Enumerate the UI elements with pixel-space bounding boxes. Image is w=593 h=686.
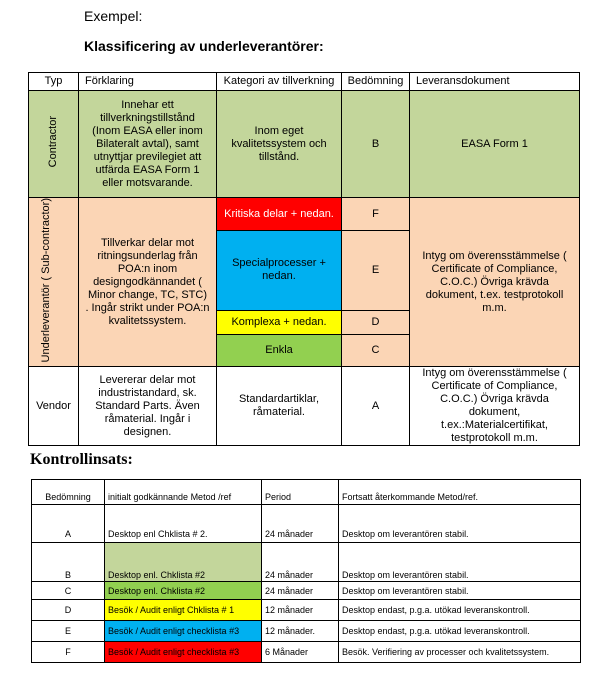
vendor-kategori: Standardartiklar, råmaterial.	[217, 367, 342, 446]
vendor-row	[29, 367, 580, 446]
row-a-bedomning: A	[32, 505, 105, 543]
row-d-metod: Besök / Audit enligt Chklista # 1	[105, 600, 262, 621]
header-bedomning: Bedömning	[342, 73, 410, 91]
kontroll-header-bedomning: Bedömning	[32, 480, 105, 505]
row-b-bedomning: B	[32, 543, 105, 582]
row-a-fortsatt: Desktop om leverantören stabil.	[339, 505, 581, 543]
vendor-forklaring: Levererar delar mot industristandard, sk. Standard Parts. Även råmaterial. Ingår i designen.	[79, 367, 217, 446]
classification-header-row	[29, 73, 580, 91]
kontrollinsats-title: Kontrollinsats:	[30, 451, 133, 468]
header-forklaring: Förklaring	[79, 73, 217, 91]
bedomning-e: E	[342, 231, 410, 310]
kontroll-row-e	[32, 621, 581, 642]
row-e-bedomning: E	[32, 621, 105, 642]
bedomning-c: C	[342, 335, 410, 367]
row-d-period: 12 månader	[262, 600, 339, 621]
row-c-fortsatt: Desktop om leverantören stabil.	[339, 582, 581, 600]
row-f-fortsatt: Besök. Verifiering av processer och kvalitetssystem.	[339, 642, 581, 663]
category-kritiska: Kritiska delar + nedan.	[217, 198, 342, 231]
kontrollinsats-table	[31, 479, 581, 663]
header-typ: Typ	[29, 73, 79, 91]
classification-table	[28, 72, 580, 446]
row-e-fortsatt: Desktop endast, p.g.a. utökad leveranskontroll.	[339, 621, 581, 642]
vendor-typ: Vendor	[29, 367, 79, 446]
vendor-dokument: Intyg om överensstämmelse ( Certificate of Compliance, C.O.C.) Övriga krävda dokument, t.ex.:Materialcertifikat, testprotokoll m.m.	[410, 367, 580, 446]
kontroll-row-d	[32, 600, 581, 621]
contractor-row	[29, 91, 580, 198]
bedomning-f: F	[342, 198, 410, 231]
kontroll-header-fortsatt: Fortsatt återkommande Metod/ref.	[339, 480, 581, 505]
category-specialprocesser: Specialprocesser + nedan.	[217, 231, 342, 310]
kontroll-row-a	[32, 505, 581, 543]
row-f-period: 6 Månader	[262, 642, 339, 663]
row-b-metod: Desktop enl. Chklista #2	[105, 543, 262, 582]
kontroll-row-f	[32, 642, 581, 663]
row-b-period: 24 månader	[262, 543, 339, 582]
kontroll-header-period: Period	[262, 480, 339, 505]
kontroll-header-row	[32, 480, 581, 505]
classification-title: Klassificering av underleverantörer:	[84, 38, 324, 54]
row-c-bedomning: C	[32, 582, 105, 600]
contractor-forklaring: Innehar ett tillverkningstillstånd (Inom EASA eller inom Bilateralt avtal), samt utnyttjar previlegiet att utfärda EASA Form 1 eller motsvarande.	[79, 91, 217, 198]
category-enkla: Enkla	[217, 335, 342, 367]
row-c-metod: Desktop enl. Chklista #2	[105, 582, 262, 600]
intro-text: Exempel:	[84, 8, 143, 24]
sub-forklaring: Tillverkar delar mot ritningsunderlag från POA:n inom designgodkännandet ( Minor change, TC, STC) . Ingår strikt under POA:n kvalitetssystem.	[79, 198, 217, 367]
contractor-kategori: Inom eget kvalitetssystem och tillstånd.	[217, 91, 342, 198]
contractor-bedomning: B	[342, 91, 410, 198]
kontroll-row-c	[32, 582, 581, 600]
row-d-bedomning: D	[32, 600, 105, 621]
sub-typ-cell	[29, 198, 79, 367]
sub-dokument: Intyg om överensstämmelse ( Certificate of Compliance, C.O.C.) Övriga krävda dokument, t.ex. testprotokoll m.m.	[410, 198, 580, 367]
contractor-typ: Contractor	[47, 116, 59, 168]
row-e-period: 12 månader.	[262, 621, 339, 642]
vendor-bedomning: A	[342, 367, 410, 446]
sub-typ: Underleverantör ( Sub-contractor)	[39, 198, 52, 363]
bedomning-d: D	[342, 310, 410, 335]
row-a-period: 24 månader	[262, 505, 339, 543]
row-d-fortsatt: Desktop endast, p.g.a. utökad leveranskontroll.	[339, 600, 581, 621]
sub-row-kritiska	[29, 198, 580, 231]
category-komplexa: Komplexa + nedan.	[217, 310, 342, 335]
header-kategori: Kategori av tillverkning	[217, 73, 342, 91]
row-f-bedomning: F	[32, 642, 105, 663]
row-f-metod: Besök / Audit enligt checklista #3	[105, 642, 262, 663]
row-b-fortsatt: Desktop om leverantören stabil.	[339, 543, 581, 582]
contractor-dokument: EASA Form 1	[410, 91, 580, 198]
contractor-typ-cell	[29, 91, 79, 198]
kontroll-header-metod: initialt godkännande Metod /ref	[105, 480, 262, 505]
row-c-period: 24 månader	[262, 582, 339, 600]
row-e-metod: Besök / Audit enligt checklista #3	[105, 621, 262, 642]
header-leveransdokument: Leveransdokument	[410, 73, 580, 91]
row-a-metod: Desktop enl Chklista # 2.	[105, 505, 262, 543]
kontroll-row-b	[32, 543, 581, 582]
